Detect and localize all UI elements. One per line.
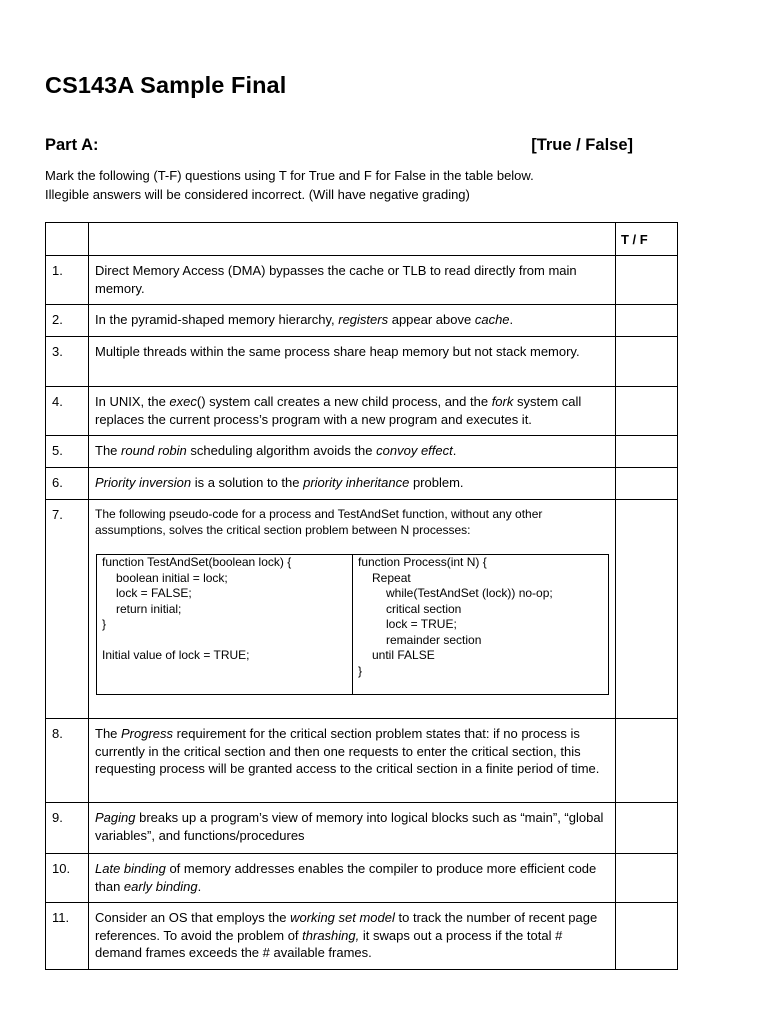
table-row bbox=[46, 903, 678, 970]
answer-cell[interactable] bbox=[616, 719, 678, 803]
header-tf-cell bbox=[616, 223, 678, 256]
answer-cell[interactable] bbox=[616, 854, 678, 903]
answer-cell[interactable] bbox=[616, 903, 678, 970]
question-number: 3. bbox=[46, 337, 89, 387]
answer-cell[interactable] bbox=[616, 500, 678, 719]
table-row bbox=[46, 387, 678, 436]
table-row bbox=[46, 337, 678, 387]
question-number: 9. bbox=[46, 803, 89, 854]
table-row bbox=[46, 500, 678, 719]
answer-cell[interactable] bbox=[616, 387, 678, 436]
question-number: 6. bbox=[46, 468, 89, 500]
question-number: 2. bbox=[46, 305, 89, 337]
process-code: function Process(int N) { Repeat while(TestAndSet (lock)) no-op; critical section lock = TRUE; remainder section until FALSE } bbox=[353, 555, 609, 695]
answer-cell[interactable] bbox=[616, 305, 678, 337]
question-text: Late binding of memory addresses enables the compiler to produce more efficient code than early binding. bbox=[89, 854, 616, 903]
question-text: In UNIX, the exec() system call creates a new child process, and the fork system call replaces the current process’s program with a new program and executes it. bbox=[89, 387, 616, 436]
instructions bbox=[45, 166, 685, 204]
testandset-code: function TestAndSet(boolean lock) { boolean initial = lock; lock = FALSE; return initial; } Initial value of lock = TRUE; bbox=[97, 555, 353, 695]
part-heading bbox=[45, 136, 633, 156]
pseudo-code-box bbox=[96, 554, 609, 695]
table-row bbox=[46, 803, 678, 854]
question-7-text: The following pseudo-code for a process and TestAndSet function, without any other assumptions, solves the critical section problem between N processes: bbox=[95, 507, 543, 537]
part-label: Part A: bbox=[45, 136, 99, 154]
question-text bbox=[89, 500, 616, 719]
table-row bbox=[46, 305, 678, 337]
page-title: CS143A Sample Final bbox=[45, 72, 287, 98]
table-row bbox=[46, 854, 678, 903]
part-type: [True / False] bbox=[531, 136, 633, 154]
question-text: Consider an OS that employs the working set model to track the number of recent page references. To avoid the problem of thrashing, it swaps out a process if the total # demand frames exceeds the # available frames. bbox=[89, 903, 616, 970]
questions-table bbox=[45, 222, 678, 970]
question-number: 11. bbox=[46, 903, 89, 970]
question-number: 1. bbox=[46, 256, 89, 305]
instruction-line: Mark the following (T-F) questions using T for True and F for False in the table below. bbox=[45, 168, 534, 183]
header-num-cell bbox=[46, 223, 89, 256]
question-text: Direct Memory Access (DMA) bypasses the cache or TLB to read directly from main memory. bbox=[89, 256, 616, 305]
table-row bbox=[46, 256, 678, 305]
question-number: 4. bbox=[46, 387, 89, 436]
answer-cell[interactable] bbox=[616, 337, 678, 387]
answer-cell[interactable] bbox=[616, 256, 678, 305]
table-row bbox=[46, 719, 678, 803]
question-text: The round robin scheduling algorithm avoids the convoy effect. bbox=[89, 436, 616, 468]
question-text: Paging breaks up a program’s view of memory into logical blocks such as “main”, “global variables”, and functions/procedures bbox=[89, 803, 616, 854]
answer-cell[interactable] bbox=[616, 803, 678, 854]
question-text: Priority inversion is a solution to the priority inheritance problem. bbox=[89, 468, 616, 500]
question-text: Multiple threads within the same process share heap memory but not stack memory. bbox=[89, 337, 616, 387]
question-text: In the pyramid-shaped memory hierarchy, registers appear above cache. bbox=[89, 305, 616, 337]
question-number: 8. bbox=[46, 719, 89, 803]
table-header-row bbox=[46, 223, 678, 256]
answer-cell[interactable] bbox=[616, 436, 678, 468]
header-question-cell bbox=[89, 223, 616, 256]
instruction-line: Illegible answers will be considered incorrect. (Will have negative grading) bbox=[45, 187, 470, 202]
table-row bbox=[46, 468, 678, 500]
question-number: 10. bbox=[46, 854, 89, 903]
question-number: 7. bbox=[46, 500, 89, 719]
question-text: The Progress requirement for the critical section problem states that: if no process is currently in the critical section and then one requests to enter the critical section, this requesting process will be granted access to the critical section in a finite period of time. bbox=[89, 719, 616, 803]
answer-cell[interactable] bbox=[616, 468, 678, 500]
table-row bbox=[46, 436, 678, 468]
header-tf-label: T / F bbox=[621, 232, 648, 247]
question-number: 5. bbox=[46, 436, 89, 468]
